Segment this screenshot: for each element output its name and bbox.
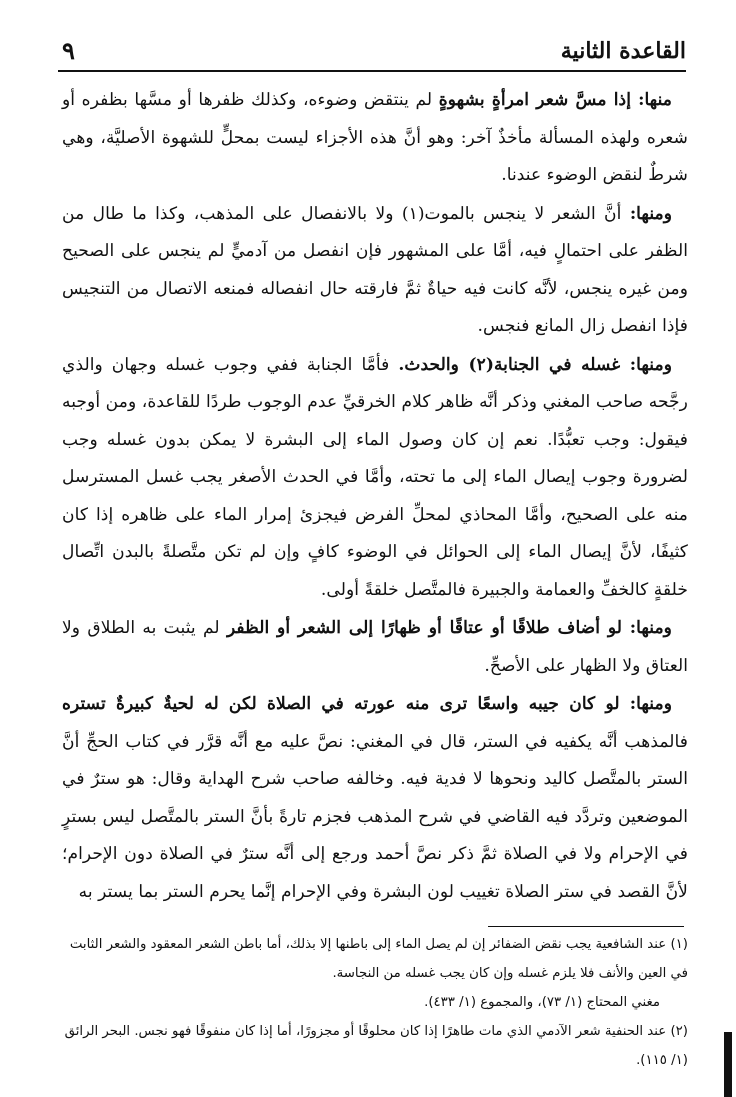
footnote-separator: [488, 926, 684, 927]
paragraph-text: أنَّ الشعر لا ينجس بالموت(١) ولا بالانفصال على المذهب، وكذا ما طال من الظفر على احتمالٍ فيه، أمَّا على المشهور فإن انفصل من آدميٍّ لم ينجس على الصحيح ومن غيره ينجس، لأنَّه كانت فيه حياةٌ ثمَّ فارقته حال انفصاله فمنعه الاتصال من التنجيس فإذا انفصل زال المانع فنجس.: [62, 203, 688, 336]
running-title: القاعدة الثانية: [560, 38, 686, 64]
paragraph: [62, 610, 688, 685]
paragraph-lead: ومنها:: [629, 203, 673, 224]
footnotes: [62, 930, 688, 1075]
paragraph-text: لم ينتقض وضوءه، وكذلك ظفرها أو مسَّها بظفره أو شعره ولهذه المسألة مأخذٌ آخر: وهو أنَّ هذه الأجزاء ليست بمحلٍّ للشهوة الأصليَّة، وهي شرطٌ لنقض الوضوء عندنا.: [62, 90, 688, 185]
paragraph-lead: ومنها: غسله في الجنابة(٢) والحدث.: [398, 354, 673, 375]
paragraph: [62, 82, 688, 195]
footnote: (٢) عند الحنفية شعر الآدمي الذي مات طاهرًا إذا كان محلوقًا أو مجزورًا، أما إذا كان منفوقًا فهو نجس. البحر الرائق (١/ ١١٥).: [64, 1024, 688, 1068]
paragraph-lead: ومنها: لو أضاف طلاقًا أو عتاقًا أو ظهارًا إلى الشعر أو الظفر: [226, 618, 672, 638]
paragraph-text: لم يثبت به الطلاق ولا العتاق ولا الظهار على الأصحِّ.: [62, 618, 688, 676]
paragraph-lead: منها: إذا مسَّ شعر امرأةٍ بشهوةٍ: [438, 90, 672, 110]
scan-edge-mark: [724, 1032, 732, 1097]
page-number: ٩: [62, 36, 75, 65]
paragraph-text: فالمذهب أنَّه يكفيه في الستر، قال في المغني: نصَّ عليه مع أنَّه قرَّر في كتاب الحجِّ أنَّ الستر بالمتَّصل كاليد ونحوها لا فدية فيه. وخالفه صاحب شرح الهداية وقال: هو سترٌ في الموضعين وتردَّد فيه القاضي في شرح المذهب فجزم تارةً بأنَّ الستر بالمتَّصل ليس بسترٍ في الإحرام ولا في الصلاة ثمَّ ذكر نصَّ أحمد ورجع إلى أنَّه سترٌ في الصلاة دون الإحرام؛ لأنَّ القصد في ستر الصلاة تغييب لون البشرة وفي الإحرام إنَّما يحرم الستر بما يستر به: [62, 731, 688, 902]
paragraph: [62, 686, 688, 911]
paragraph: [62, 196, 688, 346]
paragraph: [62, 347, 688, 610]
paragraph-lead: ومنها: لو كان جيبه واسعًا ترى منه عورته في الصلاة لكن له لحيةٌ كبيرةٌ تستره: [62, 694, 672, 714]
header-rule: [58, 70, 686, 72]
main-text: [62, 82, 688, 912]
footnote: (١) عند الشافعية يجب نقض الضفائر إن لم يصل الماء إلى باطنها إلا بذلك، أما باطن الشعر المعقود والشعر الثابت في العين والأنف فلا يلزم غسله وإن كان يجب غسله من النجاسة.: [69, 937, 688, 981]
footnote-reference: مغني المحتاج (١/ ٧٣)، والمجموع (١/ ٤٣٣).: [424, 995, 660, 1010]
page-header: [58, 32, 686, 72]
paragraph-text: فأمَّا الجنابة ففي وجوب غسله وجهان والذي رجَّحه صاحب المغني وذكر أنَّه ظاهر كلام الخرقيِّ عدم الوجوب طردًا للقاعدة، ومن أوجبه فيقول: وجب تعبُّدًا. نعم إن كان وصول الماء إلى البشرة لا يمكن بدون غسله وجب لضرورة وجوب إيصال الماء إلى ما تحته، وأمَّا في الحدث الأصغر يجب غسل المسترسل منه على الصحيح، وأمَّا المحاذي لمحلِّ الفرض فيجزئ إمرار الماء على ظاهره إذا كان كثيفًا، لأنَّ إيصال الماء إلى الحوائل في الوضوء كافٍ وإن لم تكن متَّصلةً بالبدن اتِّصال خلقةٍ كالخفِّ والعمامة والجبيرة فالمتَّصل خلقةً أولى.: [62, 354, 688, 600]
